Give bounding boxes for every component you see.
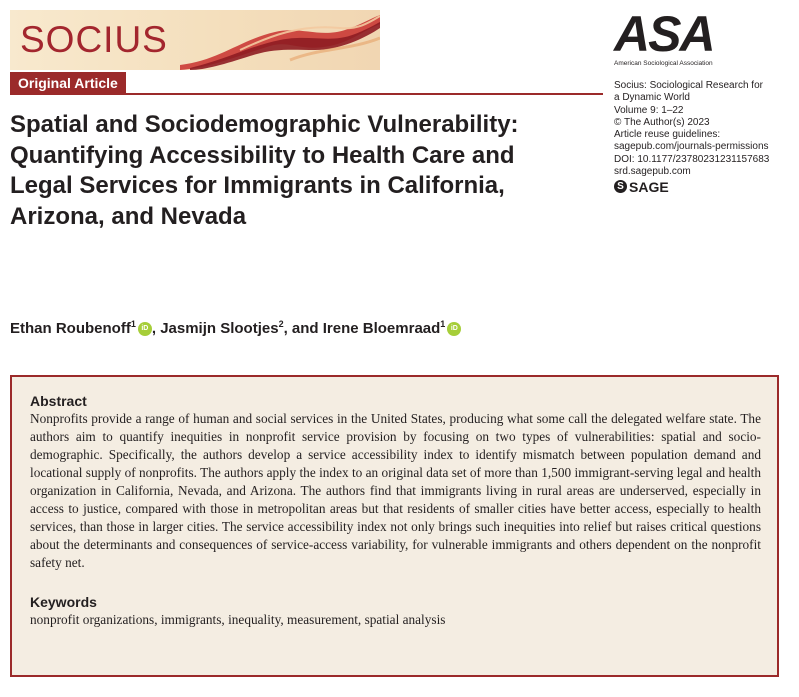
author-affiliation: 2 bbox=[278, 319, 284, 329]
header-rule bbox=[10, 93, 603, 95]
author-separator: , and bbox=[283, 320, 323, 337]
orcid-icon[interactable]: iD bbox=[138, 322, 152, 336]
society-logo bbox=[614, 6, 734, 67]
journal-info-line: sagepub.com/journals-permissions bbox=[614, 141, 769, 153]
author-affiliation: 1 bbox=[130, 319, 136, 329]
journal-info-line: DOI: 10.1177/23780231231157683 bbox=[614, 153, 770, 165]
journal-info-line: © The Author(s) 2023 bbox=[614, 116, 710, 128]
abstract-text: Nonprofits provide a range of human and social services in the United States, producing what some call the delegated welfare state. The authors aim to quantify inequities in nonprofit service provision by focusing on two types of vulnerabilities: spatial and socio-demographic. Specifically, the authors develop a service accessibility index to identify mismatch between population demand and locational supply of nonprofits. The authors apply the index to an original data set of more than 1,500 immigrant-serving legal and health organization in California, Nevada, and Arizona. The authors find that immigrants living in rural areas are underserved, especially in access to justice, compared with those in metropolitan areas but that residents of smaller cities have better access, especially to health services, than those in larger cities. The service accessibility index not only brings such inequities into relief but raises critical questions about the determinants and consequences of service-access variability, for vulnerable immigrants and others dependent on the nonprofit safety net. bbox=[30, 411, 761, 571]
sage-icon: S bbox=[614, 180, 627, 193]
journal-banner bbox=[10, 10, 380, 70]
society-name: American Sociological Association bbox=[614, 60, 713, 67]
journal-logo: SOCIUS bbox=[20, 19, 168, 60]
publisher-name: SAGE bbox=[629, 178, 669, 195]
banner-ribbon-graphic bbox=[180, 10, 380, 70]
article-type-label: Original Article bbox=[10, 72, 126, 94]
abstract-box bbox=[10, 375, 779, 677]
journal-info-line: Volume 9: 1–22 bbox=[614, 104, 684, 116]
author-list bbox=[10, 314, 461, 339]
author-name: Irene Bloemraad bbox=[322, 320, 441, 337]
journal-info-line: a Dynamic World bbox=[614, 92, 690, 104]
author-separator: , bbox=[151, 320, 161, 337]
author-affiliation: 1 bbox=[440, 319, 446, 329]
keywords-heading: Keywords bbox=[30, 594, 97, 611]
abstract-heading: Abstract bbox=[30, 393, 87, 409]
author-name: Ethan Roubenoff bbox=[10, 320, 131, 337]
orcid-icon[interactable]: iD bbox=[447, 322, 461, 336]
keywords-text: nonprofit organizations, immigrants, inequality, measurement, spatial analysis bbox=[30, 612, 446, 628]
author-name: Jasmijn Slootjes bbox=[160, 320, 279, 337]
publisher-logo bbox=[614, 180, 794, 193]
journal-info-line: Article reuse guidelines: bbox=[614, 129, 721, 141]
journal-info-line: Socius: Sociological Research for bbox=[614, 80, 763, 91]
journal-info bbox=[614, 80, 794, 193]
asa-logo-mark: ASA bbox=[614, 6, 714, 62]
article-title: Spatial and Sociodemographic Vulnerability: Quantifying Accessibility to Health Care and Legal Services for Immigrants in California, Arizona, and Nevada bbox=[10, 111, 519, 230]
journal-info-line: srd.sagepub.com bbox=[614, 166, 691, 178]
